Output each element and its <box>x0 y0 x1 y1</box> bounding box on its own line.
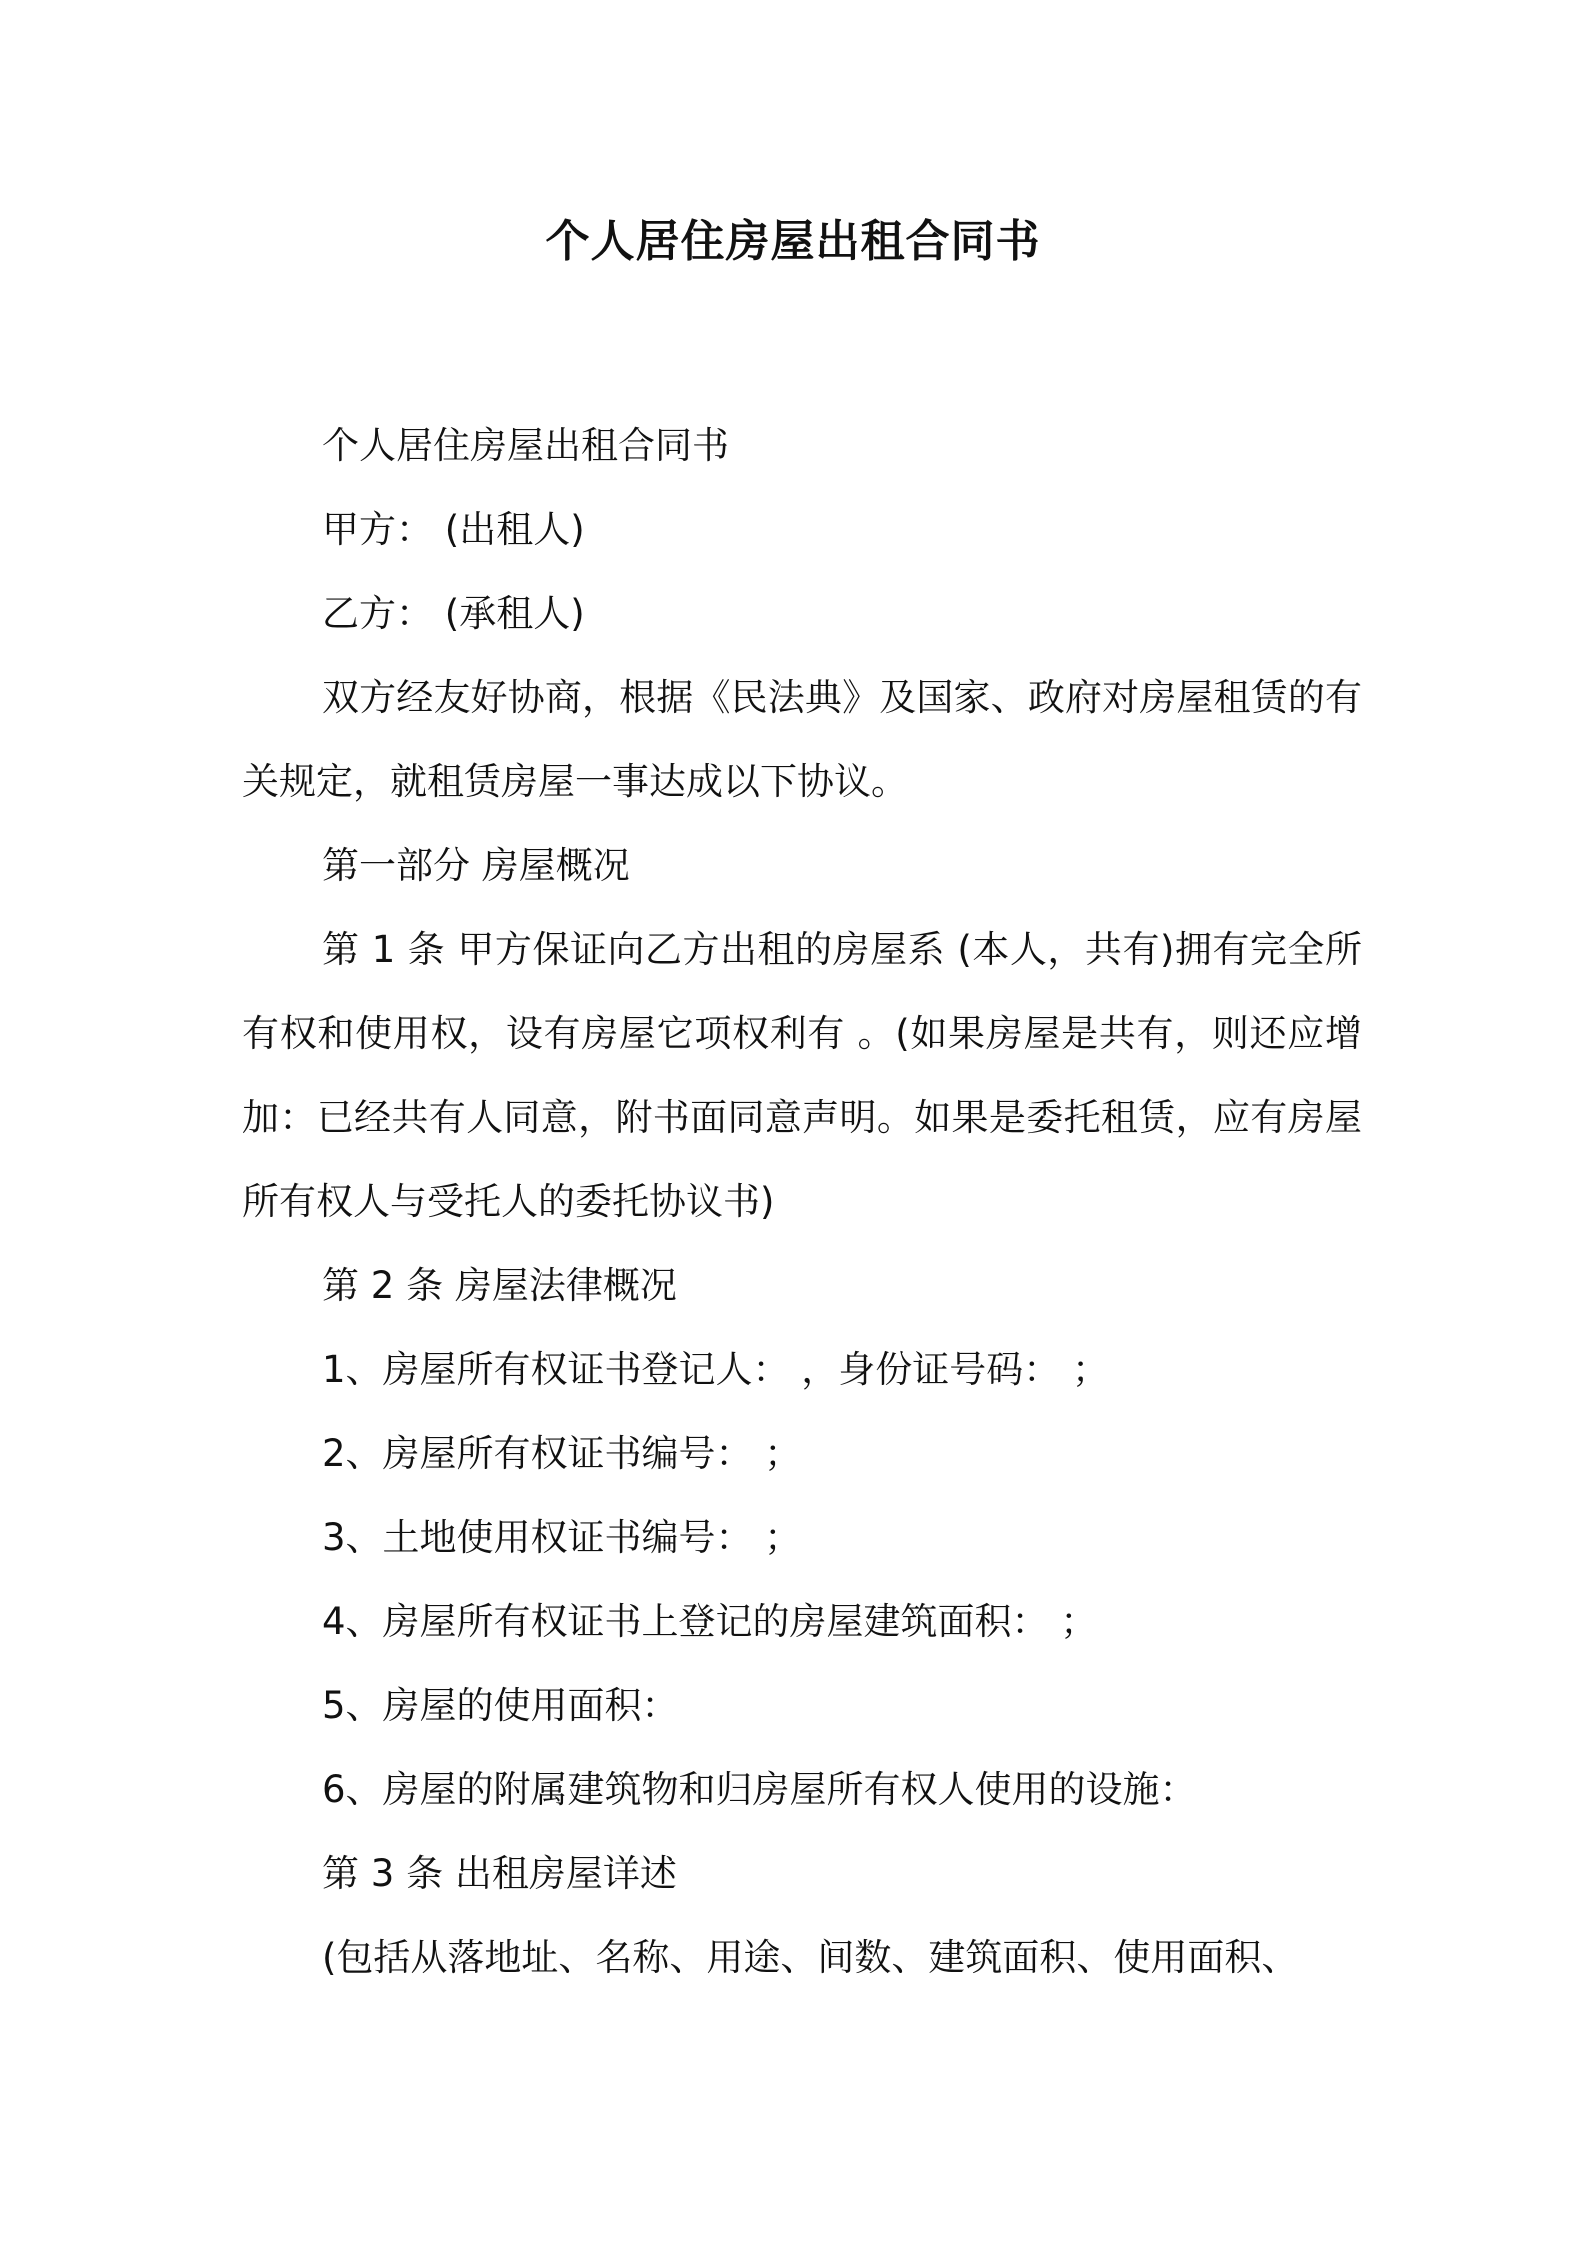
paragraph-preamble: 双方经友好协商，根据《民法典》及国家、政府对房屋租赁的有关规定，就租赁房屋一事达成以下协议。 <box>242 676 1362 803</box>
paragraph-party-b: 乙方： (承租人) <box>322 592 585 635</box>
article-2-item-6: 6、房屋的附属建筑物和归房屋所有权人使用的设施： <box>322 1768 1197 1811</box>
document-body <box>242 404 1362 2000</box>
article-1: 第 1 条 甲方保证向乙方出租的房屋系 (本人，共有)拥有完全所有权和使用权，设有房屋它项权利有 。(如果房屋是共有，则还应增加：已经共有人同意，附书面同意声明。如果是委托租赁，应有房屋所有权人与受托人的委托协议书) <box>242 928 1362 1223</box>
document-title: 个人居住房屋出租合同书 <box>545 216 1041 267</box>
article-2-item-4: 4、房屋所有权证书上登记的房屋建筑面积： ； <box>322 1600 1098 1643</box>
article-2-heading: 第 2 条 房屋法律概况 <box>322 1264 677 1307</box>
article-3-detail: (包括从落地址、名称、用途、间数、建筑面积、使用面积、 <box>322 1936 1299 1979</box>
article-2-item-3: 3、土地使用权证书编号： ； <box>322 1516 802 1559</box>
article-2-item-5: 5、房屋的使用面积： <box>322 1684 679 1727</box>
paragraph-party-a: 甲方： (出租人) <box>322 508 585 551</box>
section-heading-part-one: 第一部分 房屋概况 <box>322 844 630 887</box>
paragraph-heading: 个人居住房屋出租合同书 <box>322 424 729 467</box>
article-2-item-1: 1、房屋所有权证书登记人： ，身份证号码： ； <box>322 1348 1110 1391</box>
article-2-item-2: 2、房屋所有权证书编号： ； <box>322 1432 802 1475</box>
article-3-heading: 第 3 条 出租房屋详述 <box>322 1852 677 1895</box>
